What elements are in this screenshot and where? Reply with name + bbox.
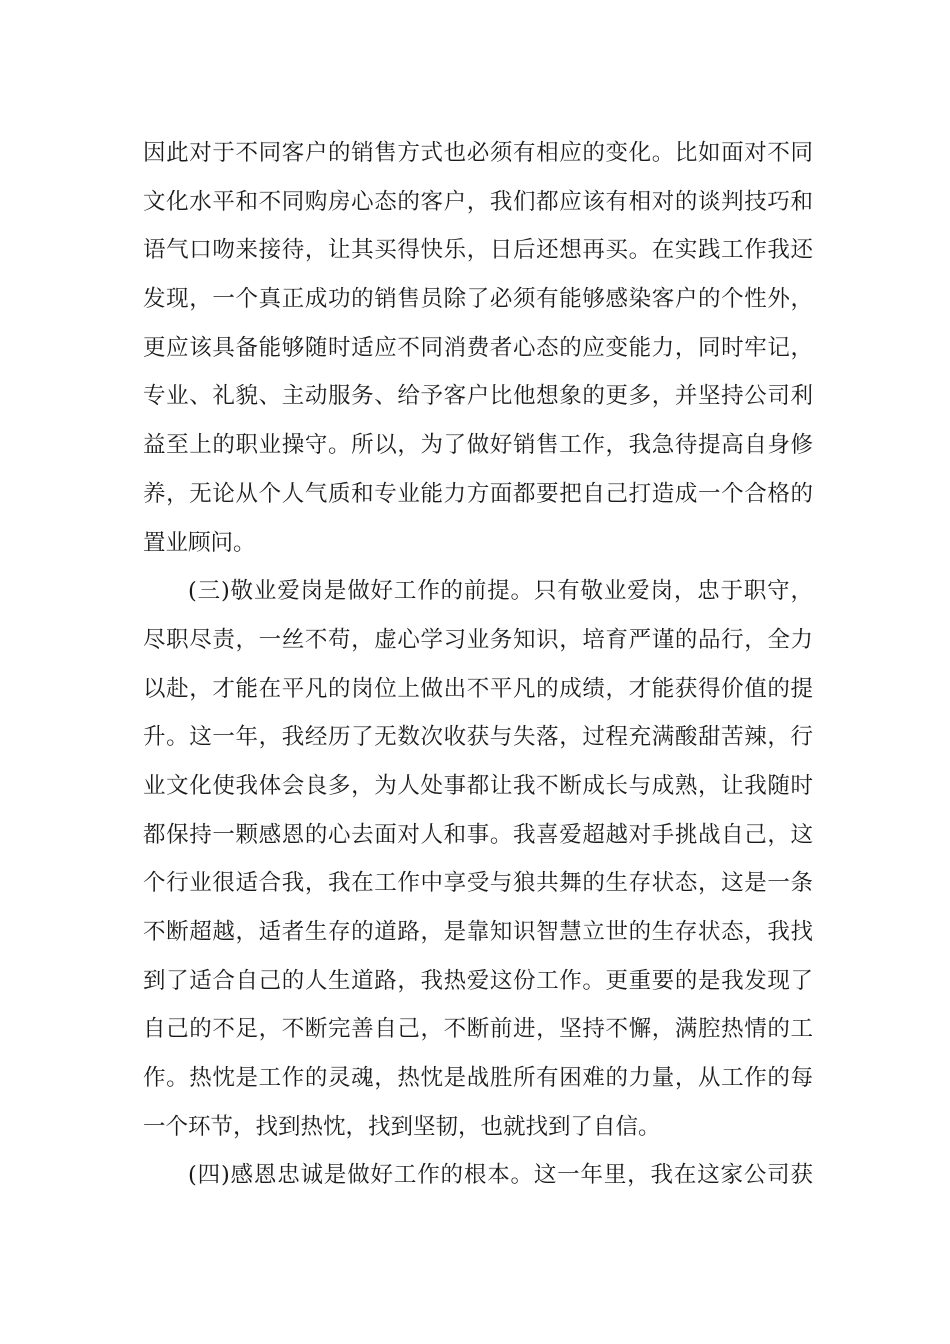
- text-line: 因此对于不同客户的销售方式也必须有相应的变化。比如面对不同: [143, 140, 813, 166]
- text-line: (四)感恩忠诚是做好工作的根本。这一年里，我在这家公司获: [188, 1162, 813, 1189]
- text-line: 语气口吻来接待，让其买得快乐，日后还想再买。在实践工作我还: [143, 237, 813, 264]
- paragraph-p3: [143, 1151, 813, 1200]
- paragraph-p1: [143, 129, 813, 567]
- text-line: 个行业很适合我，我在工作中享受与狼共舞的生存状态，这是一条: [143, 870, 813, 897]
- text-line: 不断超越，适者生存的道路，是靠知识智慧立世的生存状态，我找: [143, 919, 813, 945]
- text-line: 养，无论从个人气质和专业能力方面都要把自己打造成一个合格的: [143, 480, 813, 507]
- text-line: 置业顾问。: [143, 529, 256, 556]
- text-line: 到了适合自己的人生道路，我热爱这份工作。更重要的是我发现了: [143, 967, 813, 994]
- text-line: 都保持一颗感恩的心去面对人和事。我喜爱超越对手挑战自己，这: [143, 821, 813, 848]
- text-line: 作。热忱是工作的灵魂，热忱是战胜所有困难的力量，从工作的每: [143, 1065, 813, 1092]
- text-line: 尽职尽责，一丝不苟，虚心学习业务知识，培育严谨的品行，全力: [143, 626, 813, 653]
- text-line: 专业、礼貌、主动服务、给予客户比他想象的更多，并坚持公司利: [143, 383, 813, 410]
- text-line: (三)敬业爱岗是做好工作的前提。只有敬业爱岗，忠于职守，: [188, 578, 813, 605]
- text-line: 自己的不足，不断完善自己，不断前进，坚持不懈，满腔热情的工: [143, 1016, 813, 1043]
- text-line: 文化水平和不同购房心态的客户，我们都应该有相对的谈判技巧和: [143, 188, 813, 215]
- text-line: 升。这一年，我经历了无数次收获与失落，过程充满酸甜苦辣，行: [143, 724, 813, 751]
- text-line: 以赴，才能在平凡的岗位上做出不平凡的成绩，才能获得价值的提: [143, 675, 813, 702]
- text-line: 一个环节，找到热忱，找到坚韧，也就找到了自信。: [143, 1113, 661, 1140]
- text-line: 发现，一个真正成功的销售员除了必须有能够感染客户的个性外，: [143, 286, 813, 313]
- paragraph-p2: [143, 567, 813, 1151]
- text-line: 业文化使我体会良多，为人处事都让我不断成长与成熟，让我随时: [143, 772, 813, 799]
- text-line: 益至上的职业操守。所以，为了做好销售工作，我急待提高自身修: [143, 432, 813, 459]
- text-line: 更应该具备能够随时适应不同消费者心态的应变能力，同时牢记，: [143, 334, 813, 361]
- document-body: [143, 129, 813, 1200]
